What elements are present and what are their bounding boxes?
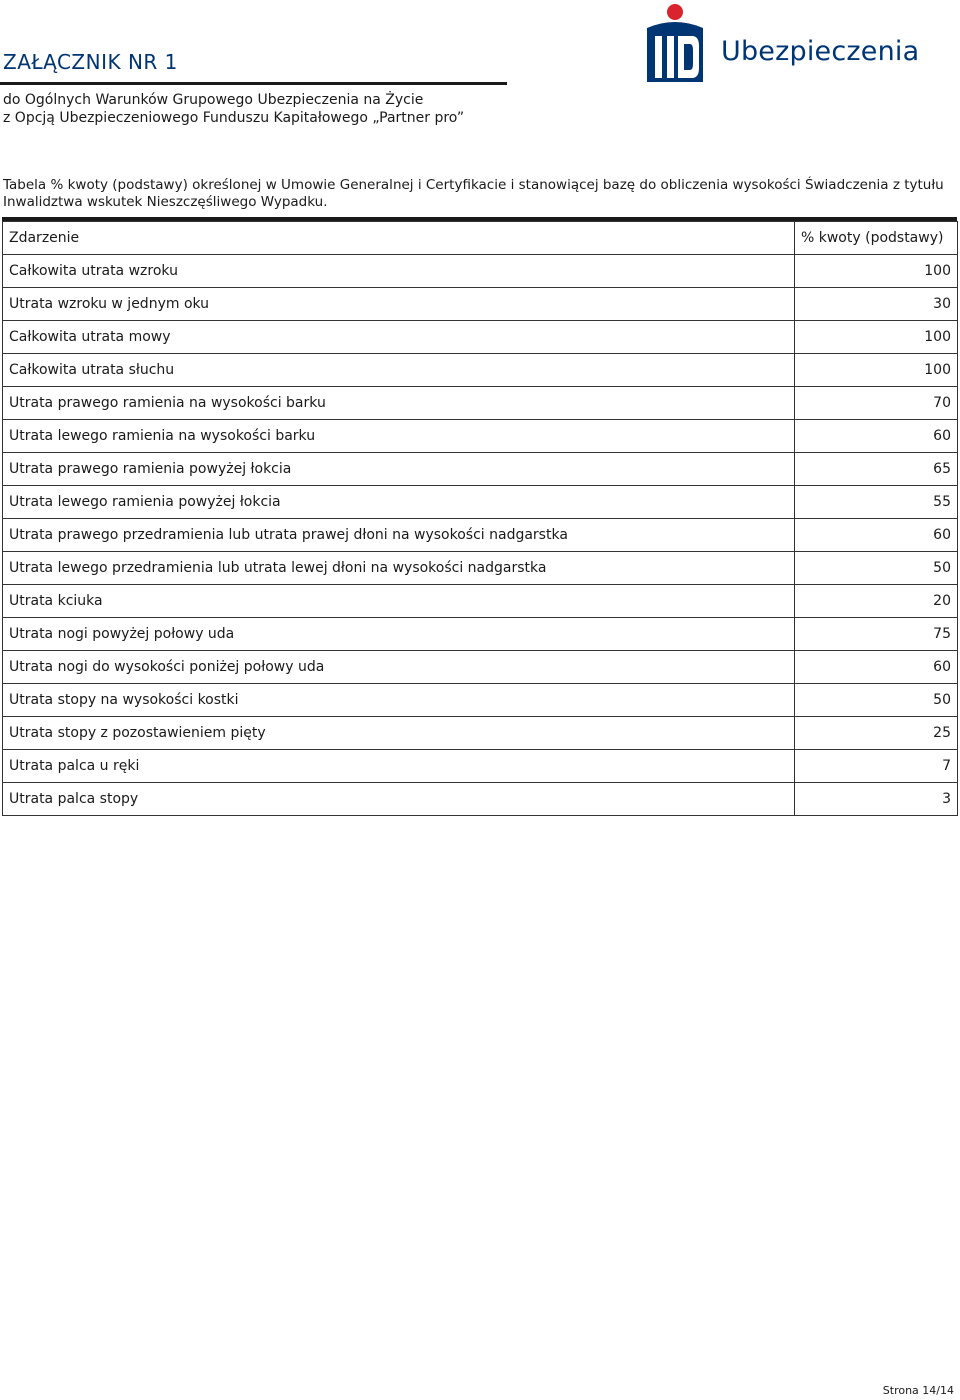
table-row [3,783,958,816]
event-cell: Utrata palca u ręki [3,750,795,783]
event-cell: Utrata stopy z pozostawieniem pięty [3,717,795,750]
table-row [3,585,958,618]
disability-percentage-table [2,221,958,816]
percentage-cell: 3 [795,783,958,816]
percentage-cell: 100 [795,255,958,288]
annex-subtitle-line2: z Opcją Ubezpieczeniowego Funduszu Kapitałowego „Partner pro” [3,110,465,126]
percentage-cell: 20 [795,585,958,618]
table-row [3,486,958,519]
page-number: Strona 14/14 [882,1384,954,1397]
event-cell: Utrata prawego ramienia na wysokości barku [3,387,795,420]
table-row [3,552,958,585]
event-cell: Utrata nogi do wysokości poniżej połowy uda [3,651,795,684]
percentage-cell: 60 [795,420,958,453]
percentage-cell: 100 [795,354,958,387]
table-row [3,618,958,651]
logo-wordmark: Ubezpieczenia [721,36,920,67]
column-header-event: Zdarzenie [3,222,795,255]
pko-piggy-bank-icon [645,2,715,86]
percentage-cell: 65 [795,453,958,486]
percentage-cell: 30 [795,288,958,321]
event-cell: Utrata prawego przedramienia lub utrata prawej dłoni na wysokości nadgarstka [3,519,795,552]
percentage-cell: 60 [795,651,958,684]
percentage-cell: 100 [795,321,958,354]
table-row [3,717,958,750]
event-cell: Utrata kciuka [3,585,795,618]
table-row [3,750,958,783]
intro-paragraph: Tabela % kwoty (podstawy) określonej w Umowie Generalnej i Certyfikacie i stanowiącej bazę do obliczenia wysokości Świadczenia z tytułu Inwalidztwa wskutek Nieszczęśliwego Wypadku. [3,177,944,210]
table-row [3,387,958,420]
event-cell: Całkowita utrata wzroku [3,255,795,288]
table-row [3,453,958,486]
table-header-row [3,222,958,255]
table-row [3,420,958,453]
event-cell: Utrata lewego ramienia powyżej łokcia [3,486,795,519]
percentage-cell: 55 [795,486,958,519]
annex-title: ZAŁĄCZNIK NR 1 [3,50,178,74]
percentage-cell: 7 [795,750,958,783]
event-cell: Całkowita utrata słuchu [3,354,795,387]
table-row [3,354,958,387]
table-row [3,321,958,354]
event-cell: Utrata lewego przedramienia lub utrata lewej dłoni na wysokości nadgarstka [3,552,795,585]
table-row [3,651,958,684]
column-header-percentage: % kwoty (podstawy) [795,222,958,255]
table-row [3,519,958,552]
percentage-cell: 70 [795,387,958,420]
event-cell: Utrata nogi powyżej połowy uda [3,618,795,651]
event-cell: Utrata prawego ramienia powyżej łokcia [3,453,795,486]
title-underline [0,82,507,85]
table-row [3,684,958,717]
percentage-cell: 75 [795,618,958,651]
event-cell: Utrata lewego ramienia na wysokości barku [3,420,795,453]
percentage-cell: 60 [795,519,958,552]
table-row [3,288,958,321]
event-cell: Utrata palca stopy [3,783,795,816]
event-cell: Utrata stopy na wysokości kostki [3,684,795,717]
event-cell: Całkowita utrata mowy [3,321,795,354]
annex-subtitle-line1: do Ogólnych Warunków Grupowego Ubezpieczenia na Życie [3,92,424,108]
event-cell: Utrata wzroku w jednym oku [3,288,795,321]
table-row [3,255,958,288]
pko-ubezpieczenia-logo [645,2,920,86]
percentage-cell: 50 [795,552,958,585]
percentage-cell: 25 [795,717,958,750]
percentage-cell: 50 [795,684,958,717]
